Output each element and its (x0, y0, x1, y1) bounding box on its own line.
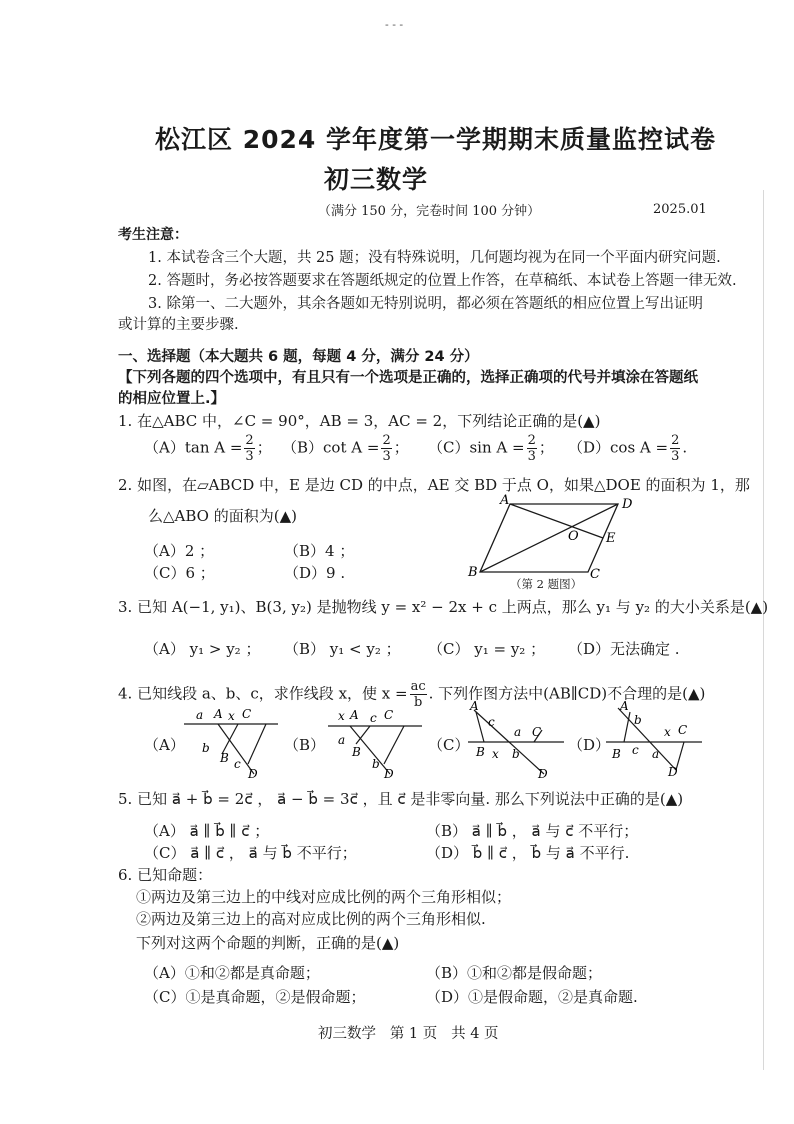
q2-stem-2: 么△ABO 的面积为(▲) (148, 507, 297, 525)
q3-stem: 3. 已知 A(−1, y₁)、B(3, y₂) 是抛物线 y = x² − 2x + c 上两点，那么 y₁ 与 y₂ 的大小关系是(▲) (118, 598, 769, 616)
svg-text:A: A (620, 699, 629, 713)
svg-text:b: b (372, 757, 380, 771)
q5-stem: 5. 已知 a⃗ + b⃗ = 2c⃗ ， a⃗ − b⃗ = 3c⃗ ，且 c⃗ 是非零向量. 那么下列说法中正确的是(▲) (118, 790, 684, 808)
top-mark: - - - (385, 18, 404, 31)
notice-heading: 考生注意： (118, 227, 188, 243)
q2-option-a: （A）2 ； (144, 542, 215, 560)
svg-text:C: C (678, 723, 688, 737)
page-footer: 初三数学 第 1 页 共 4 页 (318, 1026, 499, 1042)
q3-option-a: （A） y₁ > y₂ ； (144, 640, 261, 658)
svg-text:B: B (612, 747, 621, 761)
q4-option-b-label: （B） (284, 736, 326, 754)
svg-text:D: D (668, 765, 678, 779)
q1-option-c: （C）sin A = $\frac{2}{3}$ ； (428, 433, 554, 464)
svg-text:b: b (512, 747, 520, 761)
section-instruction-2: 的相应位置上.】 (118, 391, 226, 407)
svg-text:B: B (476, 745, 485, 759)
svg-text:D: D (384, 767, 394, 781)
q2-label-d: D (622, 497, 633, 512)
notice-item-3-cont: 或计算的主要步骤. (118, 317, 239, 333)
q4-option-d-label: （D） (568, 736, 611, 754)
q3-option-b: （B） y₁ < y₂ ； (284, 640, 401, 658)
svg-text:b: b (202, 741, 210, 755)
q1-option-b: （B）cot A = $\frac{2}{3}$ ； (282, 433, 409, 464)
q2-label-b: B (468, 565, 478, 580)
section-heading: 一、选择题（本大题共 6 题，每题 4 分，满分 24 分） (118, 349, 479, 365)
q2-option-c: （C）6 ； (144, 564, 215, 582)
svg-text:x: x (338, 709, 345, 723)
svg-text:C: C (532, 725, 542, 739)
svg-text:A: A (350, 708, 359, 722)
q6-option-c: （C）①是真命题，②是假命题； (144, 988, 366, 1006)
svg-text:c: c (632, 743, 639, 757)
page-edge-shadow (763, 190, 764, 1070)
exam-meta: （满分 150 分，完卷时间 100 分钟） (318, 204, 541, 219)
exam-subject: 初三数学 (324, 165, 429, 194)
svg-text:A: A (470, 699, 479, 713)
svg-text:b: b (634, 713, 642, 727)
q6-question: 下列对这两个命题的判断，正确的是(▲) (136, 934, 400, 952)
svg-text:a: a (652, 747, 660, 761)
q2-stem-1: 2. 如图，在▱ABCD 中，E 是边 CD 的中点，AE 交 BD 于点 O，如果△DOE 的面积为 1，那 (118, 476, 750, 494)
svg-text:c: c (370, 711, 377, 725)
svg-text:A: A (214, 707, 223, 721)
svg-text:x: x (664, 725, 671, 739)
notice-item-1: 1. 本试卷含三个大题，共 25 题；没有特殊说明，几何题均视为在同一个平面内研究问题. (148, 250, 721, 266)
exam-title: 松江区 2024 学年度第一学期期末质量监控试卷 (155, 125, 716, 154)
q6-stem: 6. 已知命题： (118, 866, 213, 884)
svg-text:x: x (492, 747, 499, 761)
q4-figure-c (466, 698, 566, 782)
q1-option-d: （D）cos A = $\frac{2}{3}$ . (568, 433, 688, 464)
exam-date: 2025.01 (653, 202, 707, 217)
q6-proposition-1: ①两边及第三边上的中线对应成比例的两个三角形相似； (136, 888, 512, 906)
q6-option-d: （D）①是假命题，②是真命题. (426, 988, 638, 1006)
q4-figure-a (182, 702, 282, 782)
svg-text:D: D (248, 767, 258, 781)
svg-text:B: B (220, 751, 229, 765)
svg-text:x: x (228, 709, 235, 723)
q3-option-c: （C） y₁ = y₂ ； (428, 640, 546, 658)
q5-option-b: （B） a⃗ ∥ b⃗ ， a⃗ 与 c⃗ 不平行； (426, 822, 639, 840)
q2-label-c: C (590, 567, 600, 582)
q2-option-d: （D）9 . (284, 564, 346, 582)
q4-figure-d (604, 698, 704, 782)
svg-text:D: D (538, 767, 548, 781)
svg-text:a: a (514, 725, 522, 739)
q2-parallelogram-figure (460, 490, 640, 590)
q2-label-a: A (500, 493, 510, 508)
q4-option-c-label: （C） (428, 736, 470, 754)
q1-option-a: （A）tan A = $\frac{2}{3}$ ； (144, 433, 272, 464)
svg-text:a: a (196, 708, 204, 722)
section-instruction-1: 【下列各题的四个选项中，有且只有一个选项是正确的，选择正确项的代号并填涂在答题纸 (118, 370, 698, 386)
svg-text:c: c (234, 757, 241, 771)
q2-label-o: O (568, 529, 579, 544)
q1-stem: 1. 在△ABC 中，∠C = 90°，AB = 3，AC = 2，下列结论正确的是(▲) (118, 412, 601, 430)
svg-text:C: C (242, 707, 252, 721)
q3-option-d: （D）无法确定 . (568, 640, 680, 658)
q5-option-c: （C） a⃗ ∥ c⃗ ， a⃗ 与 b⃗ 不平行； (144, 844, 357, 862)
q5-option-d: （D） b⃗ ∥ c⃗ ， b⃗ 与 a⃗ 不平行. (426, 844, 630, 862)
q6-option-a: （A）①和②都是真命题； (144, 964, 320, 982)
svg-text:a: a (338, 733, 346, 747)
q2-label-e: E (606, 531, 616, 546)
q5-option-a: （A） a⃗ ∥ b⃗ ∥ c⃗ ； (144, 822, 270, 840)
q6-option-b: （B）①和②都是假命题； (426, 964, 603, 982)
q4-figure-b (326, 702, 426, 782)
svg-text:c: c (488, 715, 495, 729)
notice-item-2: 2. 答题时，务必按答题要求在答题纸规定的位置上作答，在草稿纸、本试卷上答题一律无效. (148, 273, 737, 289)
q2-figure-caption: （第 2 题图） (510, 577, 583, 591)
svg-text:C: C (384, 708, 394, 722)
q4-stem: 4. 已知线段 a、b、c，求作线段 x，使 x = $\frac{ac}{b}$ . 下列作图方法中(AB∥CD)不合理的是(▲) (118, 679, 706, 710)
svg-text:B: B (352, 745, 361, 759)
q2-option-b: （B）4 ； (284, 542, 355, 560)
q4-option-a-label: （A） (144, 736, 185, 754)
notice-item-3: 3. 除第一、二大题外，其余各题如无特别说明，都必须在答题纸的相应位置上写出证明 (148, 296, 703, 312)
q6-proposition-2: ②两边及第三边上的高对应成比例的两个三角形相似. (136, 910, 486, 928)
